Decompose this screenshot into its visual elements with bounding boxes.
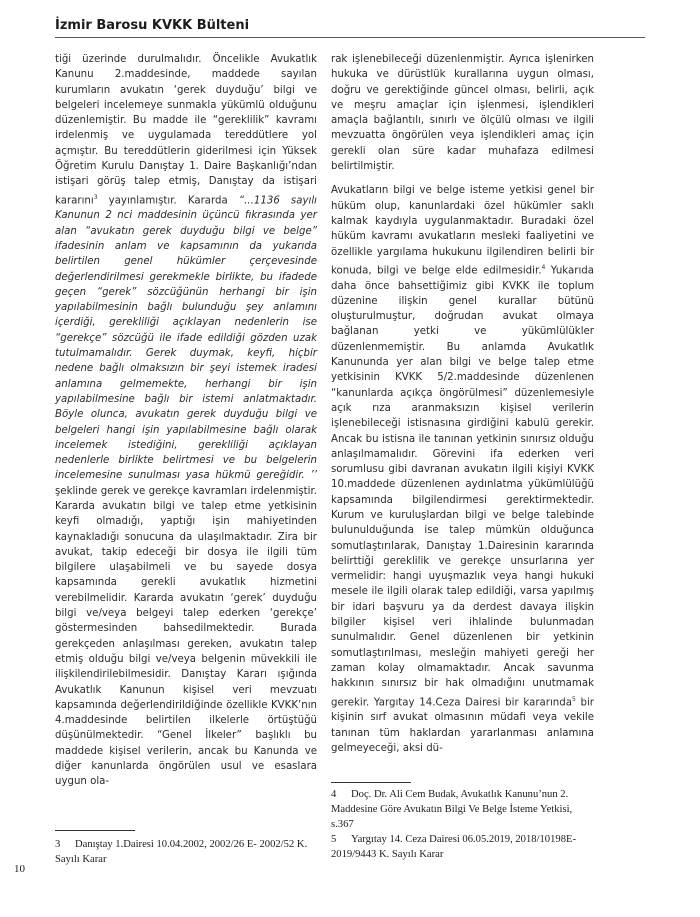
left-column xyxy=(55,52,317,790)
body-text: bir kişinin sırf avukat olmasının müdafi veya vekile tanınan tüm haklardan yararlanması anlamına gelmeyeceği, aksi dü- xyxy=(331,696,594,754)
page-number: 10 xyxy=(14,863,25,875)
right-column xyxy=(331,52,594,756)
footnote xyxy=(331,832,594,862)
footnote-ref: 3 xyxy=(93,193,98,201)
footnote-number: 5 xyxy=(331,834,337,845)
footnotes-right xyxy=(331,787,594,862)
footnote-text: Doç. Dr. Ali Cem Budak, Avukatlık Kanunu’nun 2. Maddesine Göre Avukatın Bilgi Ve Belge İsteme Yetkisi, s.367 xyxy=(331,789,573,830)
body-text: şeklinde gerek ve gerekçe kavramları irdelenmiştir. Kararda avukatın bilgi ve talep etme yetkisinin keyfi olmadığı, yaptığı işin mahiyetinden kaynakladığı sonucuna da ulaşılmaktadır. Zira bir avukat, takip edeceği bir dosya ile ilgili tüm bilgilere ulaşabilmeli ve bu sayede dosya kapsamında gerekli avukatlık hizmetini verebilmelidir. Kararda avukatın ‘gerek’ duyduğu bilgi ve/veya belgeyi talep ederken ‘gerekçe’ göstermesinden bahsedilmektedir. Burada gerekçeden anlaşılması gereken, avukatın talep etmiş olduğu bilgi ve/veya belgenin müvekkili ile ilişkilendirilebilmesidir. Danıştay Kararı ışığında Avukatlık Kanunun kişisel veri mevzuatı kapsamında değerlendirildiğinde özellikle KVKK’nın 4.maddesinde belirtilen ilkelerle örtüştüğü düşünülmektedir. “Genel İlkeler” başlıklı bu maddede kişisel verilerin, ancak bu Kanunda ve diğer kanunlarda öngörülen usul ve esaslara uygun ola- xyxy=(55,485,317,788)
footnotes-left xyxy=(55,837,317,867)
footnote xyxy=(331,787,594,832)
body-text: Yukarıda daha önce bahsettiğimiz gibi KVKK ile toplum düzenine ilişkin genel kurallar bütünü oluşturulmuştur, doğrudan avukat olmaya bağlanan yetki ve yükümlülükler düzenlenmemiştir. Bu anlamda Avukatlık Kanununda yer alan bilgi ve belge talep etme yetkisinin KVKK 5/2.maddesinde düzenlenen “kanunlarda açıkça öngörülmesi” düzenlemesiyle açık rıza aranmaksızın kişisel verilerin işlenebileceği istisnasına girdiğini kabulü gerekir. Ancak bu istisna ile tanınan yetkinin sınırsız olduğu anlaşılmamalıdır. Görevini ifa ederken veri sorumlusu gibi davranan avukatın ilgili kişiyi KVKK 10.maddede düzenlenen aydınlatma yükümlülüğü kapsamında bilgilendirmesi gerektirmektedir. Kurum ve kuruluşlardan bilgi ve belge talebinde bulunulduğunda ise talep mümkün olduğunca somutlaştırılarak, Danıştay 1.Dairesinin kararında belirttiği gereklilik ve gerekçe unsurlarına yer vermelidir: hangi uyuşmazlık veya hangi hukuki mesele ile ilgili olarak talep edildiği, varsa yapılmış bir idari başvuru ya da derdest davaya ilişkin bilgiler kişisel veri ihlalinde bulunmadan sunulmalıdır. Genel düzenlenen bir yetkinin somutlaştırılması, mesleğin mahiyeti gereği her zaman kolay olmamaktadır. Ancak savunma hakkının sınırsız bir hak olmadığını unutmamak gerekir. Yargıtay 14.Ceza Dairesi bir kararında xyxy=(331,265,594,708)
footnote-text: Danıştay 1.Dairesi 10.04.2002, 2002/26 E- 2002/52 K. Sayılı Karar xyxy=(55,839,308,865)
footnote-number: 4 xyxy=(331,789,337,800)
body-text: tiği üzerinde durulmalıdır. Öncelikle Avukatlık Kanunu 2.maddesinde, maddede sayılan kurumların avukatın ‘gerek duyduğu’ bilgi ve belgeleri incelemeye sunmakla yükümlü olduğunu düzenlemiştir. Bu madde ile “gereklilik” kavramı irdelenmiş ve uygulamada tereddütlere yol açmıştır. Bu tereddütlerin giderilmesi için Yüksek Öğretim Kurulu Danıştay 1. Daire Başkanlığı’ndan istişari görüş talep etmiş, Danıştay da istişari kararını xyxy=(55,54,317,207)
footnote-text: Yargıtay 14. Ceza Dairesi 06.05.2019, 2018/10198E- 2019/9443 K. Sayılı Karar xyxy=(331,834,576,860)
footnote-ref: 5 xyxy=(571,695,576,703)
body-text: yayınlamıştır. Kararda xyxy=(97,195,239,207)
footnote-divider xyxy=(55,830,135,831)
footnote-ref: 4 xyxy=(541,263,546,271)
header-divider xyxy=(55,37,645,38)
footnote-divider xyxy=(331,782,411,783)
right-paragraph-2 xyxy=(331,183,594,756)
page-header: İzmir Barosu KVKK Bülteni xyxy=(55,18,250,33)
footnote xyxy=(55,837,317,867)
quoted-decision-text: “...1136 sayılı Kanunun 2 nci maddesinin üçüncü fıkrasında yer alan “avukatın gerek duyduğu bilgi ve belge” ifadesinin anlam ve kapsamının da yukarıda belirtilen genel hükümler çerçevesinde değerlendirilmesi gerekmekle birlikte, bu ifadede geçen “gerek” sözcüğünün herhangi bir işin yapılabilmesinin bağlı bulunduğu şey anlamını içerdiği, gerekliliği açıklayan nedenlerin ise “gerekçe” sözcüğü ile ifade edildiği gözden uzak tutulmamalıdır. Gerek duymak, keyfi, hiçbir nedene bağlı olmaksızın bir şeyi istemek iradesi anlamına gelmemekte, herhangi bir işin yapılabilmesine bağlı bir istemi anlatmaktadır. Böyle olunca, avukatın gerek duyduğu bilgi ve belgeleri hangi işin yapılabilmesine bağlı olarak incelemek istediğini, gerekliliği açıklayan nedenlerle birlikte belirtmesi ve bu belgelerin incelemesine sunulması yasa hükmü gereğidir. ’’ xyxy=(55,195,317,482)
body-text: Avukatların bilgi ve belge isteme yetkisi genel bir hüküm olup, kanunlardaki özel hükümler saklı kalmak kaydıyla uygulanmaktadır. Buradaki özel hüküm kavramı avukatların mesleki faaliyetini ve özellikle yargılama hukukunu ilgilendiren belirli bir konuda, bilgi ve belge elde edilmesidir. xyxy=(331,185,594,277)
footnote-number: 3 xyxy=(55,839,61,850)
left-paragraph xyxy=(55,52,317,790)
right-paragraph-1: rak işlenebileceği düzenlenmiştir. Ayrıca işlenirken hukuka ve dürüstlük kurallarına uygun olması, doğru ve gerektiğinde güncel olması, belirli, açık ve meşru amaçlar için işlenmesi, işlendikleri amaçla bağlantılı, sınırlı ve ölçülü olması ve ilgili mevzuatta öngörülen veya işlendikleri amaç için gerekli olan süre kadar muhafaza edilmesi belirtilmiştir. xyxy=(331,54,594,173)
